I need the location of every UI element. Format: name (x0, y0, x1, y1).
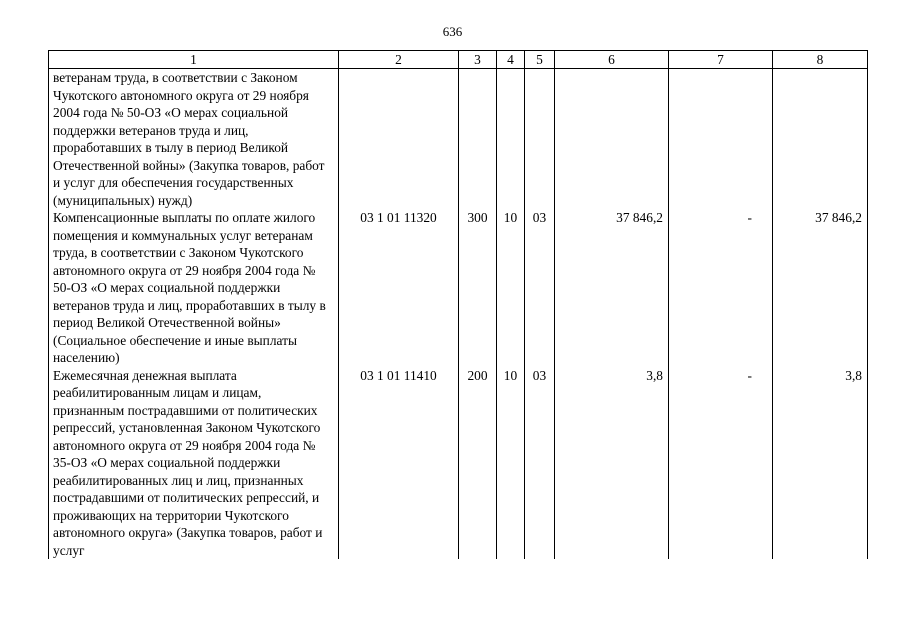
column-header-8: 8 (773, 51, 868, 69)
row-amount-col7: - (669, 367, 773, 560)
column-header-3: 3 (459, 51, 497, 69)
table-row (49, 69, 868, 210)
table-row (49, 209, 868, 367)
column-header-7: 7 (669, 51, 773, 69)
row-amount-total: 3,8 (555, 367, 669, 560)
row-expense-type: 300 (459, 209, 497, 367)
table-header-row (49, 51, 868, 69)
column-header-4: 4 (497, 51, 525, 69)
row-section: 10 (497, 367, 525, 560)
row-amount-col7: - (669, 209, 773, 367)
column-header-5: 5 (525, 51, 555, 69)
row-subsection (525, 69, 555, 210)
column-header-1: 1 (49, 51, 339, 69)
row-amount-total (555, 69, 669, 210)
row-amount-col8 (773, 69, 868, 210)
row-amount-col7 (669, 69, 773, 210)
row-description: Ежемесячная денежная выплата реабилитированным лицам и лицам, признанным пострадавшими от политических репрессий, установленная Законом Чукотского автономного округа от 29 ноября 2004 года № 35-ОЗ «О мерах социальной поддержки реабилитированных лиц и лиц, признанных пострадавшими от политических репрессий, и проживающих на территории Чукотского автономного округа» (Закупка товаров, работ и услуг (49, 367, 339, 560)
column-header-6: 6 (555, 51, 669, 69)
row-section: 10 (497, 209, 525, 367)
row-subsection: 03 (525, 209, 555, 367)
table-row (49, 367, 868, 560)
column-header-2: 2 (339, 51, 459, 69)
row-target-code: 03 1 01 11320 (339, 209, 459, 367)
budget-table (48, 50, 868, 559)
page-number: 636 (442, 24, 463, 39)
row-amount-col8: 3,8 (773, 367, 868, 560)
row-description: Компенсационные выплаты по оплате жилого помещения и коммунальных услуг ветеранам труда, в соответствии с Законом Чукотского автономного округа от 29 ноября 2004 года № 50-ОЗ «О мерах социальной поддержки ветеранов труда и лиц, проработавших в тылу в период Великой Отечественной войны» (Социальное обеспечение и иные выплаты населению) (49, 209, 339, 367)
row-section (497, 69, 525, 210)
row-expense-type (459, 69, 497, 210)
row-target-code (339, 69, 459, 210)
row-subsection: 03 (525, 367, 555, 560)
row-target-code: 03 1 01 11410 (339, 367, 459, 560)
row-amount-total: 37 846,2 (555, 209, 669, 367)
row-description: ветеранам труда, в соответствии с Законом Чукотского автономного округа от 29 ноября 2004 года № 50-ОЗ «О мерах социальной поддержки ветеранов труда и лиц, проработавших в тылу в период Великой Отечественной войны» (Закупка товаров, работ и услуг для обеспечения государственных (муниципальных) нужд) (49, 69, 339, 210)
row-expense-type: 200 (459, 367, 497, 560)
row-amount-col8: 37 846,2 (773, 209, 868, 367)
